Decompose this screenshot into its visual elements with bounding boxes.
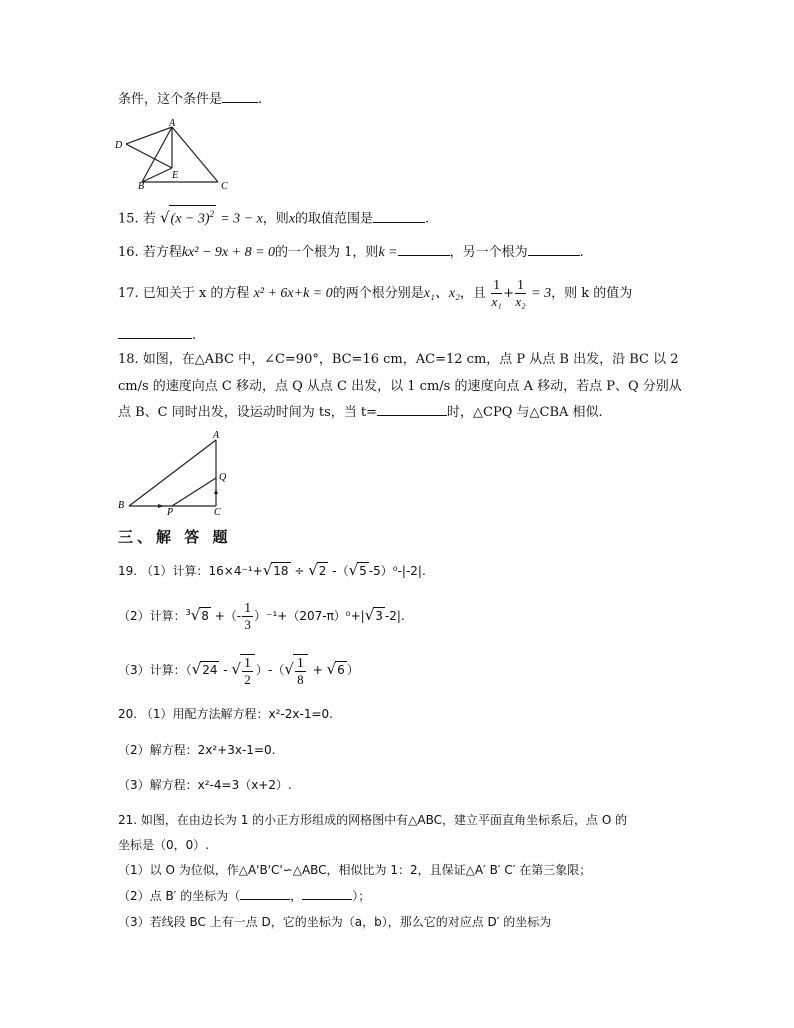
q15-radicand-text: (x − 3) [170, 211, 210, 227]
label-c: C [221, 181, 228, 190]
q15-mid: ，则 [262, 211, 289, 227]
fraction-numerator: 1 [517, 278, 525, 293]
q19-radicand-18: 18 [273, 564, 289, 578]
cube-root-index: 3 [185, 608, 191, 617]
q15-post: 的取值范围是 [295, 211, 374, 227]
question-18-line1: 18. 如图，在△ABC 中，∠C=90°，BC=16 cm，AC=12 cm，点 P 从点 B 出发，沿 BC 以 2 [118, 352, 679, 367]
fraction-1-over-x2 [515, 278, 526, 309]
answer-blank [222, 90, 258, 103]
question-20-part1: 20. （1）用配方法解方程：x²-2x-1=0. [118, 707, 333, 721]
q15-number: 15. [118, 211, 139, 227]
question-18-line2: cm/s 的速度向点 C 移动，点 Q 从点 C 出发，以 1 cm/s 的速度向点 A 移动，若点 P、Q 分别从 [118, 379, 682, 394]
q15-var: x [288, 211, 296, 227]
q17-pre: 已知关于 x 的方程 [142, 286, 250, 301]
fraction-1-over-2 [240, 654, 255, 687]
question-15: 15. 若 $√(x - 3)^2 = 3 - x$，则x的取值范围是 . [118, 205, 429, 230]
q16-pre: 若方程 [142, 245, 182, 260]
q19-p3-minus: - [219, 663, 232, 677]
segment-da [126, 127, 172, 144]
q17-and: ，且 [459, 286, 486, 301]
sqrt-sign: √ [262, 561, 273, 579]
label-d: D [115, 140, 123, 151]
q15-radicand [169, 205, 217, 228]
question-19-part3 [118, 652, 359, 687]
label-c: C [214, 507, 221, 516]
arrow-up-icon [214, 489, 218, 494]
q16-k: k = [378, 245, 398, 260]
label-b: B [138, 181, 145, 190]
question-21-line5: （3）若线段 BC 上有一点 D，它的坐标为（a，b），那么它的对应点 D′ 的坐标为 [118, 915, 552, 929]
q19-radicand-5: 5 [359, 564, 367, 578]
q18-line3-post: 时，△CPQ 与△CBA 相似. [447, 405, 603, 420]
q17-equals-3: = 3 [531, 286, 552, 301]
q19-p1-mid: -（ [328, 564, 349, 578]
segment-ba [129, 440, 216, 506]
plus-sign: + [503, 286, 515, 301]
q19-div: ÷ [290, 564, 309, 578]
fraction-denominator: x₂ [515, 294, 526, 309]
answer-blank [118, 326, 192, 339]
q19-p3-plus: + [308, 663, 327, 677]
fraction-1-over-8 [293, 654, 308, 687]
q18-line3-pre: 点 B、C 同时出发，设运动时间为 ts，当 t= [118, 405, 378, 420]
fraction-denominator: 2 [244, 672, 251, 687]
q19-p2-pre: （2）计算： [118, 609, 186, 623]
fraction-numerator: 1 [244, 656, 252, 671]
q19-p2-plus: +（- [210, 609, 242, 623]
q17-roots: x₁、x₂ [423, 286, 460, 301]
label-e: E [172, 170, 179, 181]
sqrt-sign: √ [191, 660, 202, 678]
fraction-1-over-x1 [491, 278, 502, 309]
answer-blank [373, 210, 425, 223]
sqrt-sign: √ [364, 606, 375, 624]
sqrt-sign: √ [348, 561, 359, 579]
label-a: A [213, 430, 220, 441]
question-21-line3: （1）以 O 为位似，作△A'B'C'∽△ABC，相似比为 1：2，且保证△A′ B′ C′ 在第三象限； [118, 863, 592, 877]
q16-number: 16. [118, 245, 139, 260]
question-19-part2 [118, 598, 405, 632]
q17-equation: x² + 6x+k = 0 [253, 286, 333, 301]
section-heading: 三、解 答 题 [118, 528, 232, 546]
q14-text: 条件，这个条件是 [118, 92, 223, 107]
figure-triangle-abc-d-e [112, 118, 242, 190]
segment-de [126, 144, 172, 168]
figure-right-triangle-pq [112, 428, 237, 516]
q21-l4-pre: （2）点 B′ 的坐标为（ [118, 889, 241, 903]
fraction-numerator: 1 [244, 601, 252, 616]
segment-ac [172, 127, 218, 182]
q19-p1-post: -5）⁰-|-2|. [368, 564, 426, 578]
q19-p3-post: ） [346, 663, 359, 677]
q16-mid1: 的一个根为 1，则 [275, 245, 379, 260]
question-18-line3 [118, 403, 603, 423]
sqrt-sign: √ [308, 561, 318, 579]
q19-p2-post1: ）⁻¹+（207-π）⁰+| [254, 609, 365, 623]
fraction-denominator: x₁ [491, 294, 502, 309]
question-21-line2: 坐标是（0，0）. [118, 838, 210, 852]
segment-pq [172, 478, 216, 506]
answer-blank [398, 243, 450, 256]
q19-p3-pre: （3）计算：（ [118, 663, 192, 677]
q17-post: ，则 k 的值为 [551, 286, 633, 301]
question-20-part3: （3）解方程：x²-4=3（x+2）. [118, 778, 292, 792]
q19-radicand-2: 2 [318, 564, 327, 578]
q15-equation: = 3 − x [220, 211, 263, 227]
question-19-part1 [118, 560, 426, 581]
answer-blank [528, 243, 580, 256]
q16-mid2: ，另一个根为 [449, 245, 528, 260]
q21-l4-post: ）； [352, 889, 371, 903]
question-16: 16. 若方程kx² − 9x + 8 = 0的一个根为 1，则k = ，另一个根为 . [118, 245, 584, 260]
question-21-line4 [118, 886, 370, 906]
q19-p3-mid: ）-（ [256, 663, 285, 677]
fraction-denominator: 8 [297, 672, 304, 687]
q19-radicand-6: 6 [337, 663, 345, 677]
q19-radicand-8: 8 [201, 609, 209, 623]
q17-mid: 的两个根分别是 [332, 286, 424, 301]
q21-l4-sep: ， [290, 889, 303, 903]
arrow-right-icon [158, 504, 164, 508]
q17-answer-line: . [118, 326, 196, 346]
question-14-tail: 条件，这个条件是 . [118, 92, 263, 107]
sqrt-sign: √ [326, 660, 337, 678]
sqrt-sign: √ [284, 660, 294, 678]
fraction-denominator: 3 [244, 617, 251, 632]
fraction-numerator: 1 [296, 656, 304, 671]
fraction-numerator: 1 [493, 278, 501, 293]
label-p: P [167, 507, 174, 516]
q15-pre: 若 [142, 211, 156, 227]
q19-p2-post2: -2|. [384, 609, 405, 623]
q17-number: 17. [118, 286, 139, 301]
sqrt-sign: √ [231, 660, 242, 678]
answer-blank [302, 887, 352, 900]
answer-blank [240, 887, 290, 900]
label-q: Q [219, 472, 227, 483]
q19-p1-pre: 19. （1）计算：16×4⁻¹+ [118, 564, 263, 578]
fraction-1-over-3 [242, 601, 253, 632]
question-17 [118, 278, 632, 309]
q19-radicand-3: 3 [375, 609, 383, 623]
sqrt-sign: √ [159, 208, 170, 227]
q19-radicand-24: 24 [202, 663, 218, 677]
q15-exponent: 2 [209, 209, 215, 219]
answer-blank [377, 403, 447, 416]
q16-equation: kx² − 9x + 8 = 0 [181, 245, 276, 260]
question-20-part2: （2）解方程：2x²+3x-1=0. [118, 743, 276, 757]
label-a: A [169, 118, 176, 129]
label-b: B [118, 500, 125, 511]
question-21-line1: 21. 如图，在由边长为 1 的小正方形组成的网格图中有△ABC，建立平面直角坐标系后，点 O 的 [118, 813, 628, 827]
sqrt-sign: √ [190, 606, 201, 624]
